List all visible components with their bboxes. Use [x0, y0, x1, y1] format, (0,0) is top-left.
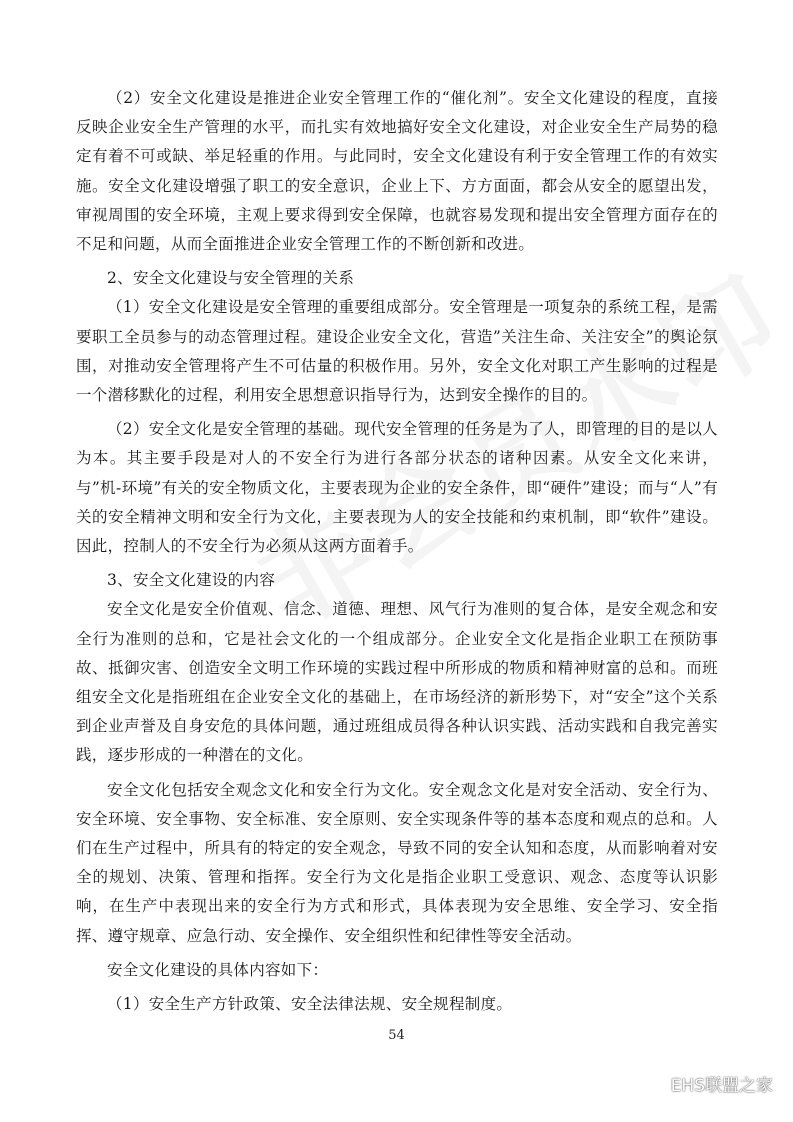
section-heading-3: 3、安全文化建设的内容 [107, 571, 276, 590]
paragraph-foundation: （2）安全文化是安全管理的基础。现代安全管理的任务是为了人，即管理的目的是以人为本。其主要手段是对人的不安全行为进行各部分状态的诸种因素。从安全文化来讲，与”机-环境”有关的安全物质文化，主要表现为企业的安全条件，即“硬件”建设；而与“人”有关的安全精神文明和安全行为文化，主要表现为人的安全技能和约束机制，即“软件”建设。因此，控制人的不安全行为必须从这两方面着手。 [76, 420, 718, 556]
paragraph-content-item-1: （1）安全生产方针政策、安全法律法规、安全规程制度。 [107, 995, 513, 1014]
document-body [76, 84, 718, 1019]
paragraph-content-intro: 安全文化建设的具体内容如下： [107, 960, 329, 979]
badge-label: EHS联盟之家 [670, 1076, 773, 1096]
paragraph-component: （1）安全文化建设是安全管理的重要组成部分。安全管理是一项复杂的系统工程，是需要职工全员参与的动态管理过程。建设企业安全文化，营造”关注生命、关注安全”的舆论氛围，对推动安全管理将产生不可估量的积极作用。另外，安全文化对职工产生影响的过程是一个潜移默化的过程，利用安全思想意识指导行为，达到安全操作的目的。 [76, 298, 718, 405]
page-number: 54 [388, 1028, 405, 1043]
paragraph-concept-behavior: 安全文化包括安全观念文化和安全行为文化。安全观念文化是对安全活动、安全行为、安全环境、安全事物、安全标准、安全原则、安全实现条件等的基本态度和观点的总和。人们在生产过程中，所具有的特定的安全观念，导致不同的安全认知和态度，从而影响着对安全的规划、决策、管理和指挥。安全行为文化是指企业职工受意识、观念、态度等认识影响，在生产中表现出来的安全行为方式和形式，具体表现为安全思维、安全学习、安全指挥、遵守规章、应急行动、安全操作、安全组织性和纪律性等安全活动。 [76, 780, 718, 945]
section-heading-2: 2、安全文化建设与安全管理的关系 [107, 269, 355, 288]
paragraph-catalyst: （2）安全文化建设是推进企业安全管理工作的“催化剂”。安全文化建设的程度，直接反映企业安全生产管理的水平，而扎实有效地搞好安全文化建设，对企业安全生产局势的稳定有着不可或缺、举足轻重的作用。与此同时，安全文化建设有利于安全管理工作的有效实施。安全文化建设增强了职工的安全意识，企业上下、方方面面，都会从安全的愿望出发，审视周围的安全环境，主观上要求得到安全保障，也就容易发现和提出安全管理方面存在的不足和问题，从而全面推进企业安全管理工作的不断创新和改进。 [76, 89, 718, 254]
wechat-icon [641, 1074, 665, 1094]
paragraph-definition: 安全文化是安全价值观、信念、道德、理想、风气行为准则的复合体，是安全观念和安全行为准则的总和，它是社会文化的一个组成部分。企业安全文化是指企业职工在预防事故、抵御灾害、创造安全文明工作环境的实践过程中所形成的物质和精神财富的总和。而班组安全文化是指班组在企业安全文化的基础上，在市场经济的新形势下，对“安全”这个关系到企业声誉及自身安危的具体问题，通过班组成员得各种认识实践、活动实践和自我完善实践，逐步形成的一种潜在的文化。 [76, 600, 718, 765]
source-badge [641, 1071, 773, 1096]
